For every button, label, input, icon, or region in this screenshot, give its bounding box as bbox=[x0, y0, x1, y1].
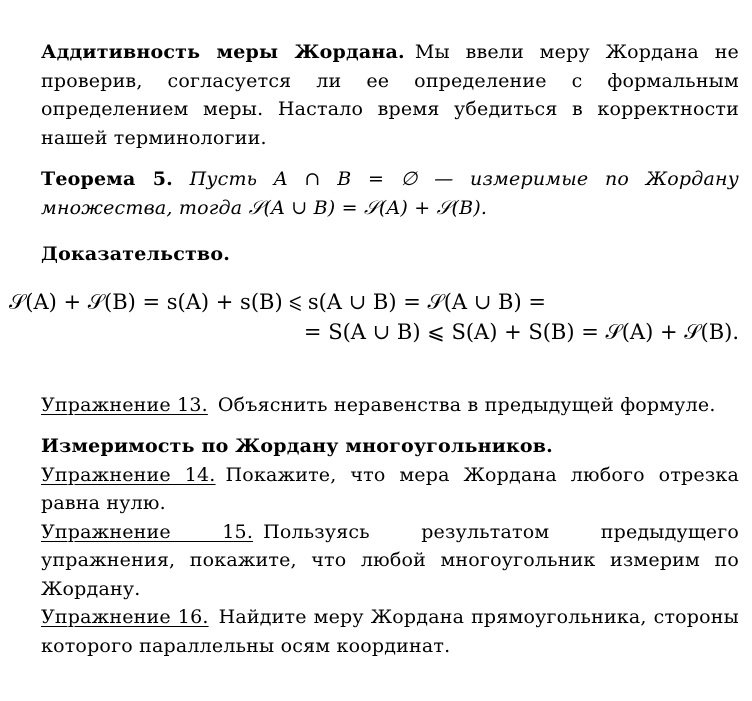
section-additivity bbox=[9, 38, 739, 152]
exercise-15-label: Упражнение 15. bbox=[41, 520, 254, 543]
section-text-additivity: Мы ввели меру Жордана не проверив, согласуется ли ее определение с формальным определением меры. Настало время убедиться в корректности нашей терминологии. bbox=[41, 41, 739, 149]
exercise-14-label: Упражнение 14. bbox=[41, 463, 216, 486]
exercise-16 bbox=[9, 603, 739, 660]
exercise-16-label: Упражнение 16. bbox=[41, 606, 209, 628]
theorem-text-middle: — измеримые по Жордану множества, тогда bbox=[41, 168, 739, 219]
theorem-text-before: Пусть bbox=[189, 168, 258, 190]
proof-formula-line-2: = S(A ∪ B) ⩽ S(A) + S(B) = 𝒮(A) + 𝒮(B). bbox=[303, 319, 739, 344]
page bbox=[9, 38, 739, 660]
exercise-14-text: Покажите, что мера Жордана любого отрезка равна нулю. bbox=[41, 463, 739, 514]
exercise-15-text: Пользуясь результатом предыдущего упражнения, покажите, что любой многоугольник измерим по Жордану. bbox=[41, 520, 739, 600]
theorem-5 bbox=[9, 165, 739, 222]
exercise-16-text: Найдите меру Жордана прямоугольника, стороны которого параллельны осям координат. bbox=[41, 606, 739, 657]
exercise-13-label: Упражнение 13. bbox=[41, 393, 208, 416]
proof-heading-block bbox=[9, 240, 739, 269]
exercise-15 bbox=[9, 518, 739, 604]
exercise-13-text: Объяснить неравенства в предыдущей формуле. bbox=[217, 393, 716, 416]
theorem-label: Теорема 5. bbox=[41, 168, 173, 190]
exercise-14 bbox=[9, 461, 739, 518]
section-heading-polygons: Измеримость по Жордану многоугольников. bbox=[41, 435, 553, 457]
theorem-condition-math: A ∩ B = ∅ bbox=[273, 168, 418, 190]
exercise-13 bbox=[9, 391, 739, 420]
theorem-statement-math: 𝒮(A ∪ B) = 𝒮(A) + 𝒮(B). bbox=[248, 196, 488, 219]
section-heading-additivity: Аддитивность меры Жордана. bbox=[41, 41, 405, 63]
proof-label: Доказательство. bbox=[41, 243, 231, 265]
proof-formula-line-1: 𝒮(A) + 𝒮(B) = s(A) + s(B) ⩽ s(A ∪ B) = 𝒮(A ∪ B) = bbox=[9, 289, 546, 314]
section-polygons-heading-block bbox=[9, 432, 739, 461]
